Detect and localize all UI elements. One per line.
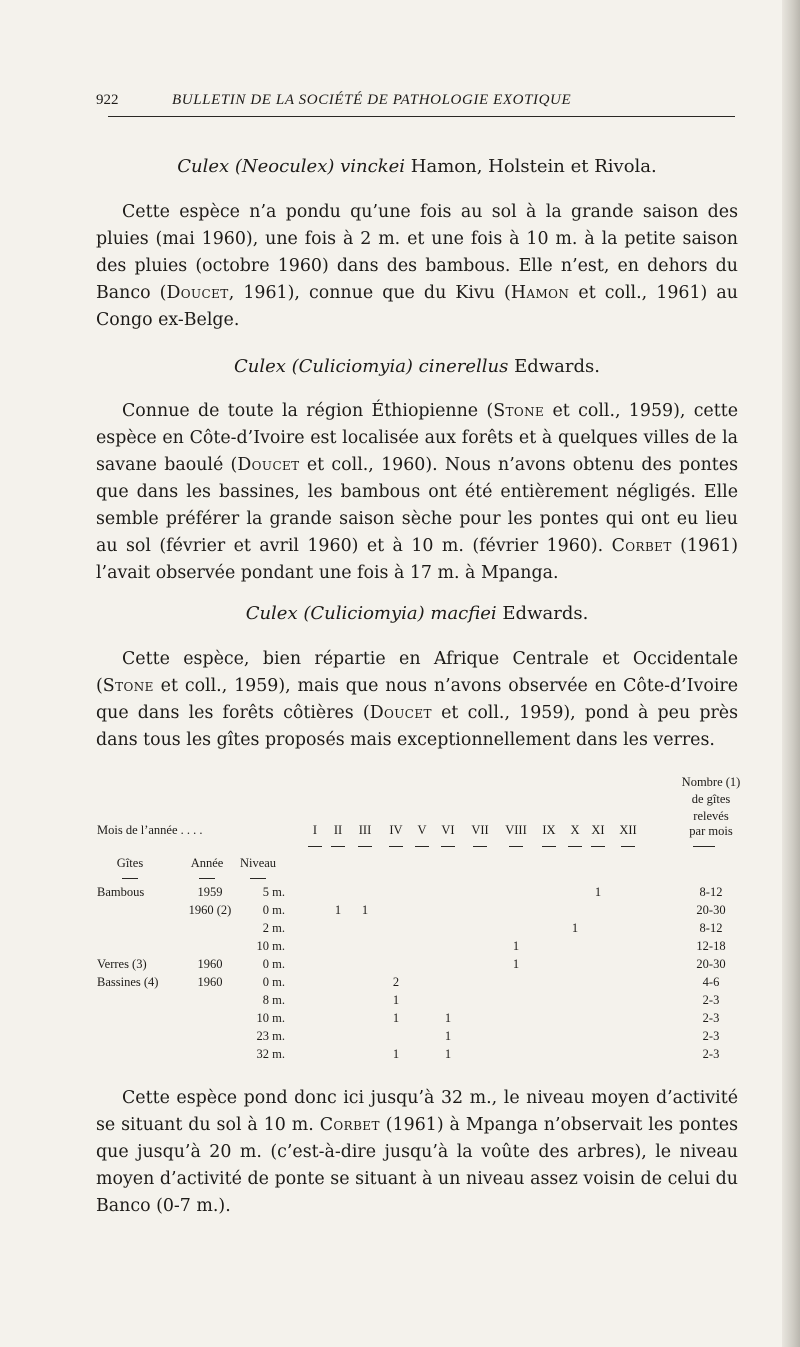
month-underline [331, 846, 345, 847]
month-header-IX: IX [542, 823, 556, 837]
author-corbet: Corbet [319, 1115, 380, 1135]
row-annee: 1960 [197, 957, 223, 971]
month-header-V: V [417, 823, 427, 837]
row-total: 8-12 [699, 921, 723, 935]
month-underline [358, 846, 372, 847]
text-run: Connue de toute la région Éthiopienne ( [122, 401, 494, 421]
row-count-IV: 2 [392, 975, 400, 989]
month-header-X: X [570, 823, 580, 837]
month-header-I: I [312, 823, 318, 837]
month-underline [509, 846, 523, 847]
row-gite: Verres (3) [97, 957, 147, 971]
column-niveau: Niveau [239, 856, 277, 870]
month-underline [473, 846, 487, 847]
row-gite: Bambous [97, 885, 145, 899]
paragraph-text [96, 1085, 738, 1220]
row-niveau: 8 m. [262, 993, 285, 1007]
row-total: 2-3 [702, 1011, 720, 1025]
text-run: (1961) à Mpanga n’observait les pontes que jusqu’à 20 m. (c’est-à-dire jusqu’à la voûte des arbres), le niveau moyen d’activité de ponte se situant à un niveau assez voisin de celui du Banco (0-7 m.). [96, 1115, 738, 1216]
month-underline [389, 846, 403, 847]
species-name: Culex (Culiciomyia) cinerellus [233, 356, 509, 377]
column-underline [199, 878, 215, 879]
row-annee: 1960 [197, 975, 223, 989]
paragraph-conclusion [96, 1085, 738, 1220]
text-run: Cette espèce pond donc ici jusqu’à 32 m., le niveau moyen d’activité se situant du sol à 10 m. [96, 1088, 738, 1135]
month-header-IV: IV [389, 823, 403, 837]
month-header-II: II [333, 823, 343, 837]
text-run: Cette espèce n’a pondu qu’une fois au sol à la grande saison des pluies (mai 1960), une fois à 2 m. et une fois à 10 m. à la petite saison des pluies (octobre 1960) dans des bambous. Elle n’est, en dehors du [96, 202, 738, 276]
count-header-line: relevés [693, 809, 729, 823]
row-count-IV: 1 [392, 993, 400, 1007]
count-header-line: de gîtes [691, 792, 731, 806]
paragraph-text [96, 646, 738, 754]
species-authors: Edwards. [514, 356, 600, 377]
author-doucet: Doucet [369, 703, 432, 723]
row-niveau: 10 m. [256, 1011, 285, 1025]
month-header-XII: XII [619, 823, 637, 837]
row-niveau: 0 m. [262, 957, 285, 971]
text-run: et coll., 1961) au Congo ex-Belge. [96, 283, 738, 330]
author-hamon: Hamon [510, 283, 570, 303]
page-edge-shadow [782, 0, 800, 1347]
paragraph-cinerellus [96, 398, 738, 587]
row-annee: 1960 (2) [188, 903, 232, 917]
paragraph-macfiei [96, 646, 738, 754]
species-authors: Edwards. [502, 603, 589, 624]
species-name: Culex (Culiciomyia) macfiei [245, 603, 497, 624]
running-header [96, 92, 736, 114]
text-run: Banco ( [96, 283, 167, 303]
row-count-IV: 1 [392, 1047, 400, 1061]
month-underline [591, 846, 605, 847]
row-total: 4-6 [702, 975, 720, 989]
row-total: 20-30 [696, 903, 726, 917]
row-count-IV: 1 [392, 1011, 400, 1025]
row-niveau: 0 m. [262, 903, 285, 917]
month-header-VII: VII [471, 823, 489, 837]
row-count-X: 1 [571, 921, 579, 935]
row-total: 8-12 [699, 885, 723, 899]
text-run: , 1961), connue que du Kivu ( [228, 283, 511, 303]
count-header-line: par mois [689, 824, 733, 838]
paragraph-text [96, 199, 738, 334]
month-header-XI: XI [591, 823, 605, 837]
column-underline [250, 878, 266, 879]
row-total: 2-3 [702, 1047, 720, 1061]
row-niveau: 2 m. [262, 921, 285, 935]
month-header-VIII: VIII [505, 823, 527, 837]
row-annee: 1959 [197, 885, 223, 899]
row-total: 20-30 [696, 957, 726, 971]
row-count-VI: 1 [444, 1047, 452, 1061]
row-niveau: 23 m. [256, 1029, 285, 1043]
text-run: (1961) l’avait observée pondant une fois à 17 m. à Mpanga. [96, 536, 738, 583]
row-total: 2-3 [702, 1029, 720, 1043]
header-rule [108, 116, 735, 117]
author-doucet: Doucet [166, 283, 229, 303]
column-underline [122, 878, 138, 879]
row-count-III: 1 [361, 903, 369, 917]
month-header-III: III [358, 823, 372, 837]
month-underline [308, 846, 322, 847]
page-number: 922 [96, 92, 119, 108]
column-gites: Gîtes [116, 856, 144, 870]
paragraph-vinckei [96, 199, 738, 334]
text-run: et coll., 1959), cette espèce en Côte-d’Ivoire est localisée aux forêts et à quelques villes de la savane baoulé ( [96, 401, 738, 475]
month-underline [568, 846, 582, 847]
paragraph-text [96, 398, 738, 587]
author-stone: Stone [102, 676, 154, 696]
text-run: et coll., 1959), pond à peu près dans tous les gîtes proposés mais exceptionnellement dans les verres. [96, 703, 738, 750]
month-underline [621, 846, 635, 847]
month-underline [542, 846, 556, 847]
row-niveau: 32 m. [256, 1047, 285, 1061]
author-doucet: Doucet [237, 455, 300, 475]
row-count-II: 1 [334, 903, 342, 917]
species-heading-macfiei [96, 603, 738, 624]
row-count-VIII: 1 [512, 939, 520, 953]
row-gite: Bassines (4) [97, 975, 159, 989]
row-niveau: 5 m. [262, 885, 285, 899]
author-stone: Stone [493, 401, 545, 421]
header-underline [693, 846, 715, 847]
row-count-XI: 1 [594, 885, 602, 899]
month-underline [415, 846, 429, 847]
row-count-VI: 1 [444, 1029, 452, 1043]
species-heading-vinckei [96, 156, 738, 177]
month-header-VI: VI [441, 823, 455, 837]
months-label: Mois de l’année . . . . [97, 823, 203, 837]
journal-title: BULLETIN DE LA SOCIÉTÉ DE PATHOLOGIE EXOTIQUE [172, 92, 572, 108]
species-authors: Hamon, Holstein et Rivola. [410, 156, 657, 177]
month-underline [441, 846, 455, 847]
column-annee: Année [190, 856, 224, 870]
text-run: et coll., 1959), mais que nous n’avons observée en Côte-d’Ivoire que dans les forêts côtières ( [96, 676, 738, 723]
text-run: et coll., 1960). Nous n’avons obtenu des pontes que dans les bassines, les bambous ont été entièrement négligés. Elle semble préférer la grande saison sèche pour les pontes qui ont eu lieu au sol (février et avril 1960) et à 10 m. (février 1960). [96, 455, 739, 556]
row-total: 12-18 [696, 939, 726, 953]
author-corbet: Corbet [611, 536, 672, 556]
row-niveau: 10 m. [256, 939, 285, 953]
row-count-VI: 1 [444, 1011, 452, 1025]
row-niveau: 0 m. [262, 975, 285, 989]
species-heading-cinerellus [96, 356, 738, 377]
row-count-VIII: 1 [512, 957, 520, 971]
species-name: Culex (Neoculex) vinckei [177, 156, 406, 177]
row-total: 2-3 [702, 993, 720, 1007]
count-header-line: Nombre (1) [681, 775, 741, 789]
text-run: Cette espèce, bien répartie en Afrique Centrale et Occidentale ( [96, 649, 738, 696]
